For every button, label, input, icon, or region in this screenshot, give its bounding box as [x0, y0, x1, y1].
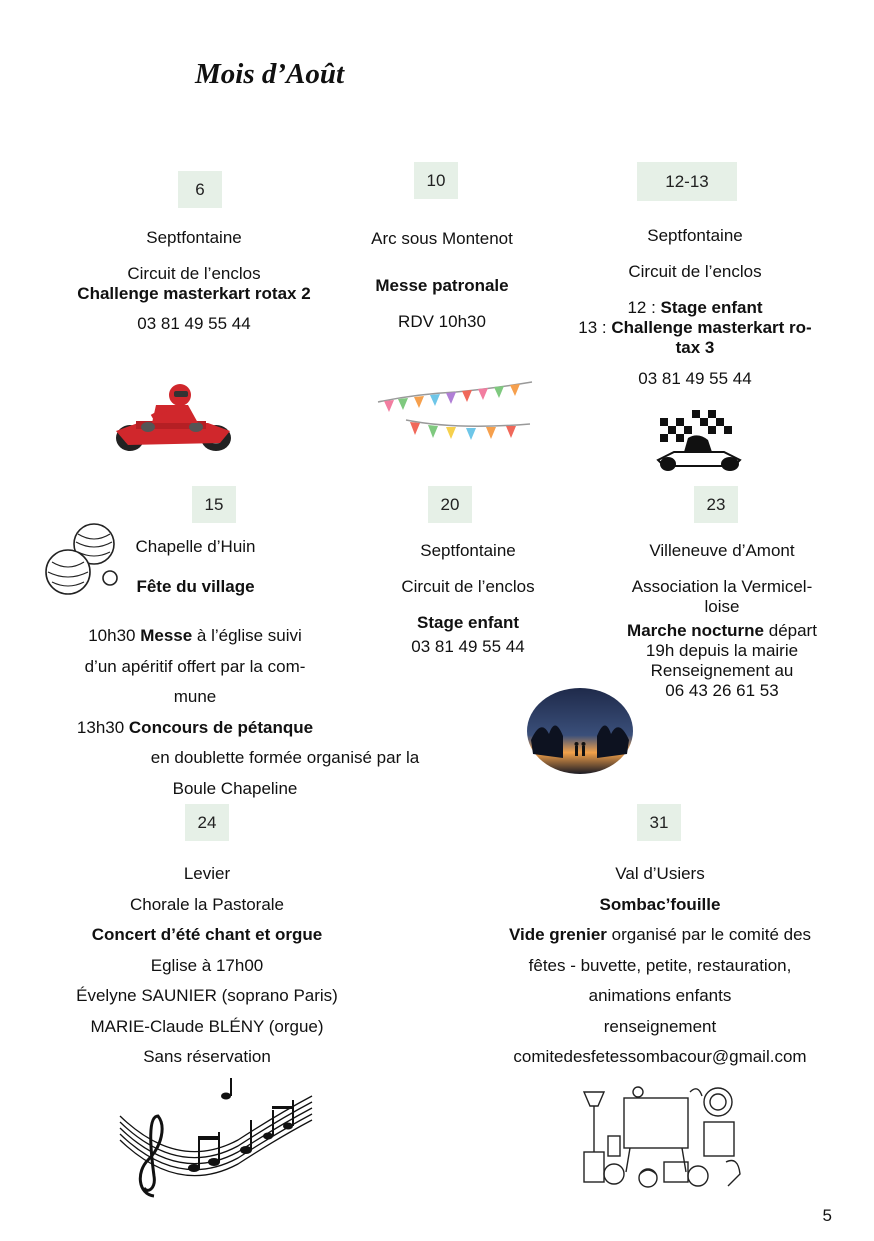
- event-place: Val d’Usiers: [615, 864, 705, 883]
- petanque-balls-icon: [44, 522, 124, 596]
- event-phone: 03 81 49 55 44: [638, 369, 752, 388]
- event-venue: Circuit de l’enclos: [127, 264, 261, 283]
- date-badge-31: 31: [637, 804, 681, 841]
- event-artist: Évelyne SAUNIER (soprano Paris): [76, 986, 338, 1005]
- date-badge-23: 23: [694, 486, 738, 523]
- date-badge-15: 15: [192, 486, 236, 523]
- date-badge-24: 24: [185, 804, 229, 841]
- event-10: [330, 229, 554, 332]
- event-place: Septfontaine: [420, 541, 516, 560]
- event-phone: 03 81 49 55 44: [137, 314, 251, 333]
- event-phone: 06 43 26 61 53: [665, 681, 779, 700]
- detail-line: mune: [173, 687, 217, 706]
- detail-line: d’un apéritif offert par la com-: [84, 656, 306, 676]
- flea-market-icon: [578, 1082, 744, 1192]
- go-kart-icon: [108, 383, 234, 455]
- detail-line: renseignement: [603, 1016, 717, 1036]
- detail-line: 19h depuis la mairie: [645, 641, 799, 660]
- event-15-header: [118, 537, 273, 597]
- event-artist: MARIE-Claude BLÉNY (orgue): [90, 1016, 324, 1036]
- event-24: [40, 859, 374, 1073]
- detail-line: 13h30 Concours de pétanque: [76, 717, 314, 737]
- page-number: 5: [822, 1206, 832, 1225]
- date-badge-20: 20: [428, 486, 472, 523]
- event-time: RDV 10h30: [398, 312, 486, 331]
- event-association-cont: loise: [704, 597, 740, 616]
- event-place: Levier: [183, 864, 231, 883]
- detail-line: fêtes - buvette, petite, restauration,: [528, 955, 792, 975]
- event-venue: Circuit de l’enclos: [628, 262, 762, 281]
- event-venue-time: Eglise à 17h00: [150, 955, 264, 975]
- event-title: Marche nocturne départ: [627, 621, 817, 640]
- event-venue: Circuit de l’enclos: [401, 577, 535, 596]
- event-phone: 03 81 49 55 44: [411, 637, 525, 656]
- event-association: Association la Vermicel-: [631, 577, 813, 596]
- detail-line: animations enfants: [588, 986, 732, 1005]
- music-notes-icon: [118, 1076, 314, 1198]
- event-title: Concert d’été chant et orgue: [91, 925, 323, 944]
- event-day13-cont: tax 3: [675, 338, 715, 357]
- event-title: Messe patronale: [375, 276, 509, 295]
- event-title: Stage enfant: [416, 613, 520, 632]
- date-badge-12-13: 12-13: [637, 162, 737, 201]
- event-name: Sombac’fouille: [599, 894, 721, 914]
- event-place: Septfontaine: [146, 228, 242, 247]
- event-title: Vide grenier organisé par le comité des: [508, 925, 812, 944]
- date-badge-6: 6: [178, 171, 222, 208]
- event-20: [362, 541, 574, 657]
- event-email: comitedesfetessombacour@gmail.com: [513, 1047, 807, 1066]
- event-note: Sans réservation: [143, 1047, 271, 1066]
- event-day12: 12 : Stage enfant: [627, 298, 763, 317]
- detail-line: Boule Chapeline: [172, 778, 298, 798]
- event-day13: 13 : Challenge masterkart ro-: [578, 318, 812, 337]
- event-place: Chapelle d’Huin: [135, 537, 256, 556]
- event-place: Septfontaine: [647, 226, 743, 245]
- bunting-flags-icon: [376, 380, 534, 446]
- event-6: [40, 228, 348, 334]
- event-title: Fête du village: [136, 577, 255, 596]
- event-title: Challenge masterkart rotax 2: [77, 284, 311, 303]
- event-group: Chorale la Pastorale: [129, 894, 285, 914]
- checkered-flag-kart-icon: [654, 408, 742, 474]
- detail-line: Renseignement au: [650, 661, 794, 680]
- event-place: Villeneuve d’Amont: [649, 541, 795, 560]
- event-12-13: [558, 226, 832, 389]
- event-31: [480, 859, 840, 1073]
- page-title: Mois d’Août: [195, 58, 345, 90]
- event-23: [600, 541, 844, 701]
- event-place: Arc sous Montenot: [371, 229, 513, 248]
- date-badge-10: 10: [414, 162, 458, 199]
- detail-line: 10h30 Messe à l’église suivi: [88, 626, 302, 645]
- detail-line: en doublette formée organisé par la: [150, 748, 420, 767]
